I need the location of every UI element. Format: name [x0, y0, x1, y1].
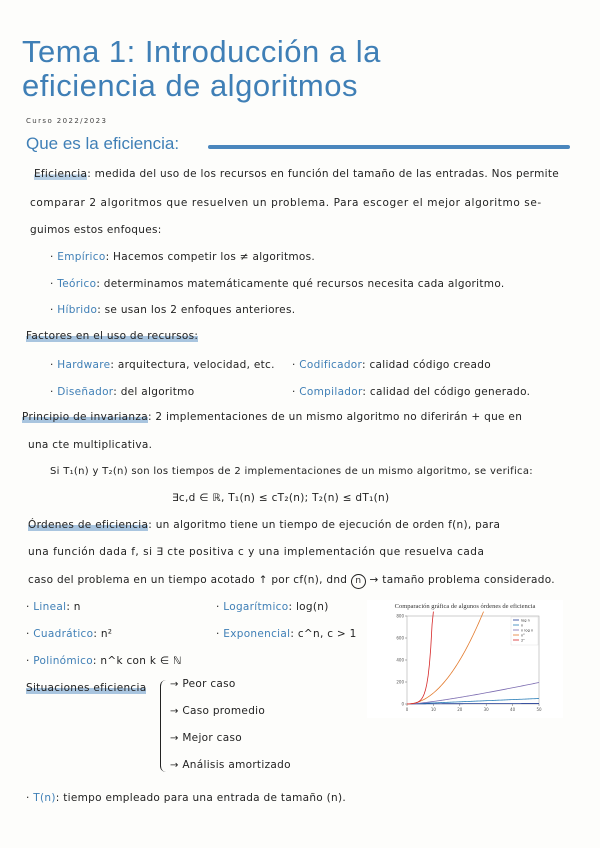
efficiency-text1: : medida del uso de los recursos en función del tamaño de las entradas. Nos permite: [87, 168, 560, 180]
situations-title: Situaciones eficiencia: [26, 682, 147, 694]
orders-line1: Órdenes de eficiencia: un algoritmo tiene un tiempo de ejecución de orden f(n), para: [28, 519, 501, 531]
arrow-icon: →: [170, 706, 179, 717]
factor-compilador: · Compilador: calidad del código generado.: [292, 386, 531, 398]
page-title-line1: Tema 1: Introducción a la: [22, 34, 381, 69]
page-title-line2: eficiencia de algoritmos: [22, 68, 358, 103]
situation-peor: → Peor caso: [170, 678, 236, 690]
orders-line2: una función dada f, si ∃ cte positiva c y una implementación que resuelva cada: [28, 546, 485, 558]
factors-title: Factores en el uso de recursos:: [26, 330, 199, 342]
approach-hibrido: · Híbrido: se usan los 2 enfoques anteriores.: [50, 304, 296, 316]
y-tick-label: 0: [401, 701, 404, 707]
n-circle: n: [351, 574, 366, 589]
arrow-icon: →: [170, 679, 179, 690]
arrow-icon: →: [170, 733, 179, 744]
factor-hardware: · Hardware: arquitectura, velocidad, etc.: [50, 359, 275, 371]
tn-definition: · T(n): tiempo empleado para una entrada de tamaño (n).: [26, 792, 347, 804]
x-tick-label: 40: [510, 707, 516, 712]
y-tick-label: 800: [396, 613, 404, 619]
efficiency-line1: [34, 168, 559, 180]
x-tick-label: 30: [483, 707, 489, 712]
efficiency-term: Eficiencia: [34, 168, 88, 180]
legend-label: log n: [521, 618, 530, 623]
factor-codificador: · Codificador: calidad código creado: [292, 359, 491, 371]
factor-disenador: · Diseñador: del algoritmo: [50, 386, 195, 398]
invariance-line1: Principio de invarianza: 2 implementaciones de un mismo algoritmo no diferirán + que en: [22, 411, 523, 423]
order-logaritmico: · Logarítmico: log(n): [216, 601, 329, 613]
arrow-icon: →: [170, 760, 179, 771]
y-tick-label: 400: [396, 657, 404, 663]
efficiency-line2: comparar 2 algoritmos que resuelven un problema. Para escoger el mejor algoritmo se-: [30, 197, 542, 209]
y-tick-label: 600: [396, 635, 404, 641]
order-exponencial: · Exponencial: c^n, c > 1: [216, 628, 357, 640]
invariance-line3: Si T₁(n) y T₂(n) son los tiempos de 2 implementaciones de un mismo algoritmo, se verifica:: [50, 466, 533, 477]
section-title: Que es la eficiencia:: [26, 134, 180, 153]
efficiency-line3: guimos estos enfoques:: [30, 224, 162, 236]
order-polinomico: · Polinómico: n^k con k ∈ ℕ: [26, 655, 182, 667]
efficiency-chart: [367, 600, 563, 718]
legend-label: n log n: [521, 628, 534, 633]
invariance-formula: ∃c,d ∈ ℝ, T₁(n) ≤ cT₂(n); T₂(n) ≤ dT₁(n): [172, 492, 390, 504]
orders-line3: caso del problema en un tiempo acotado ↑ por cf(n), dnd n → tamaño problema considerado.: [28, 574, 555, 589]
course-label: Curso 2022/2023: [26, 117, 108, 125]
order-cuadratico: · Cuadrático: n²: [26, 628, 113, 640]
legend-label: n: [521, 623, 524, 628]
chart-title: Comparación gráfica de algunos órdenes de eficiencia: [394, 603, 536, 610]
x-tick-label: 50: [536, 707, 542, 712]
orders-term: Órdenes de eficiencia: [28, 519, 149, 531]
section-underline: [208, 145, 570, 149]
x-tick-label: 20: [457, 707, 463, 712]
invariance-term: Principio de invarianza: [22, 411, 148, 423]
situation-mejor: → Mejor caso: [170, 732, 242, 744]
invariance-line2: una cte multiplicativa.: [28, 439, 153, 451]
situation-amortizado: → Análisis amortizado: [170, 759, 291, 771]
chart-svg: [367, 600, 563, 718]
legend-label: 2ⁿ: [521, 638, 525, 643]
approach-empirico: · Empírico: Hacemos competir los ≠ algoritmos.: [50, 251, 316, 263]
approach-teorico: · Teórico: determinamos matemáticamente qué recursos necesita cada algoritmo.: [50, 278, 505, 290]
situation-promedio: → Caso promedio: [170, 705, 266, 717]
order-lineal: · Lineal: n: [26, 601, 81, 613]
y-tick-label: 200: [396, 679, 404, 685]
x-tick-label: 0: [405, 707, 409, 712]
legend-label: n²: [521, 633, 525, 638]
x-tick-label: 10: [430, 707, 436, 712]
